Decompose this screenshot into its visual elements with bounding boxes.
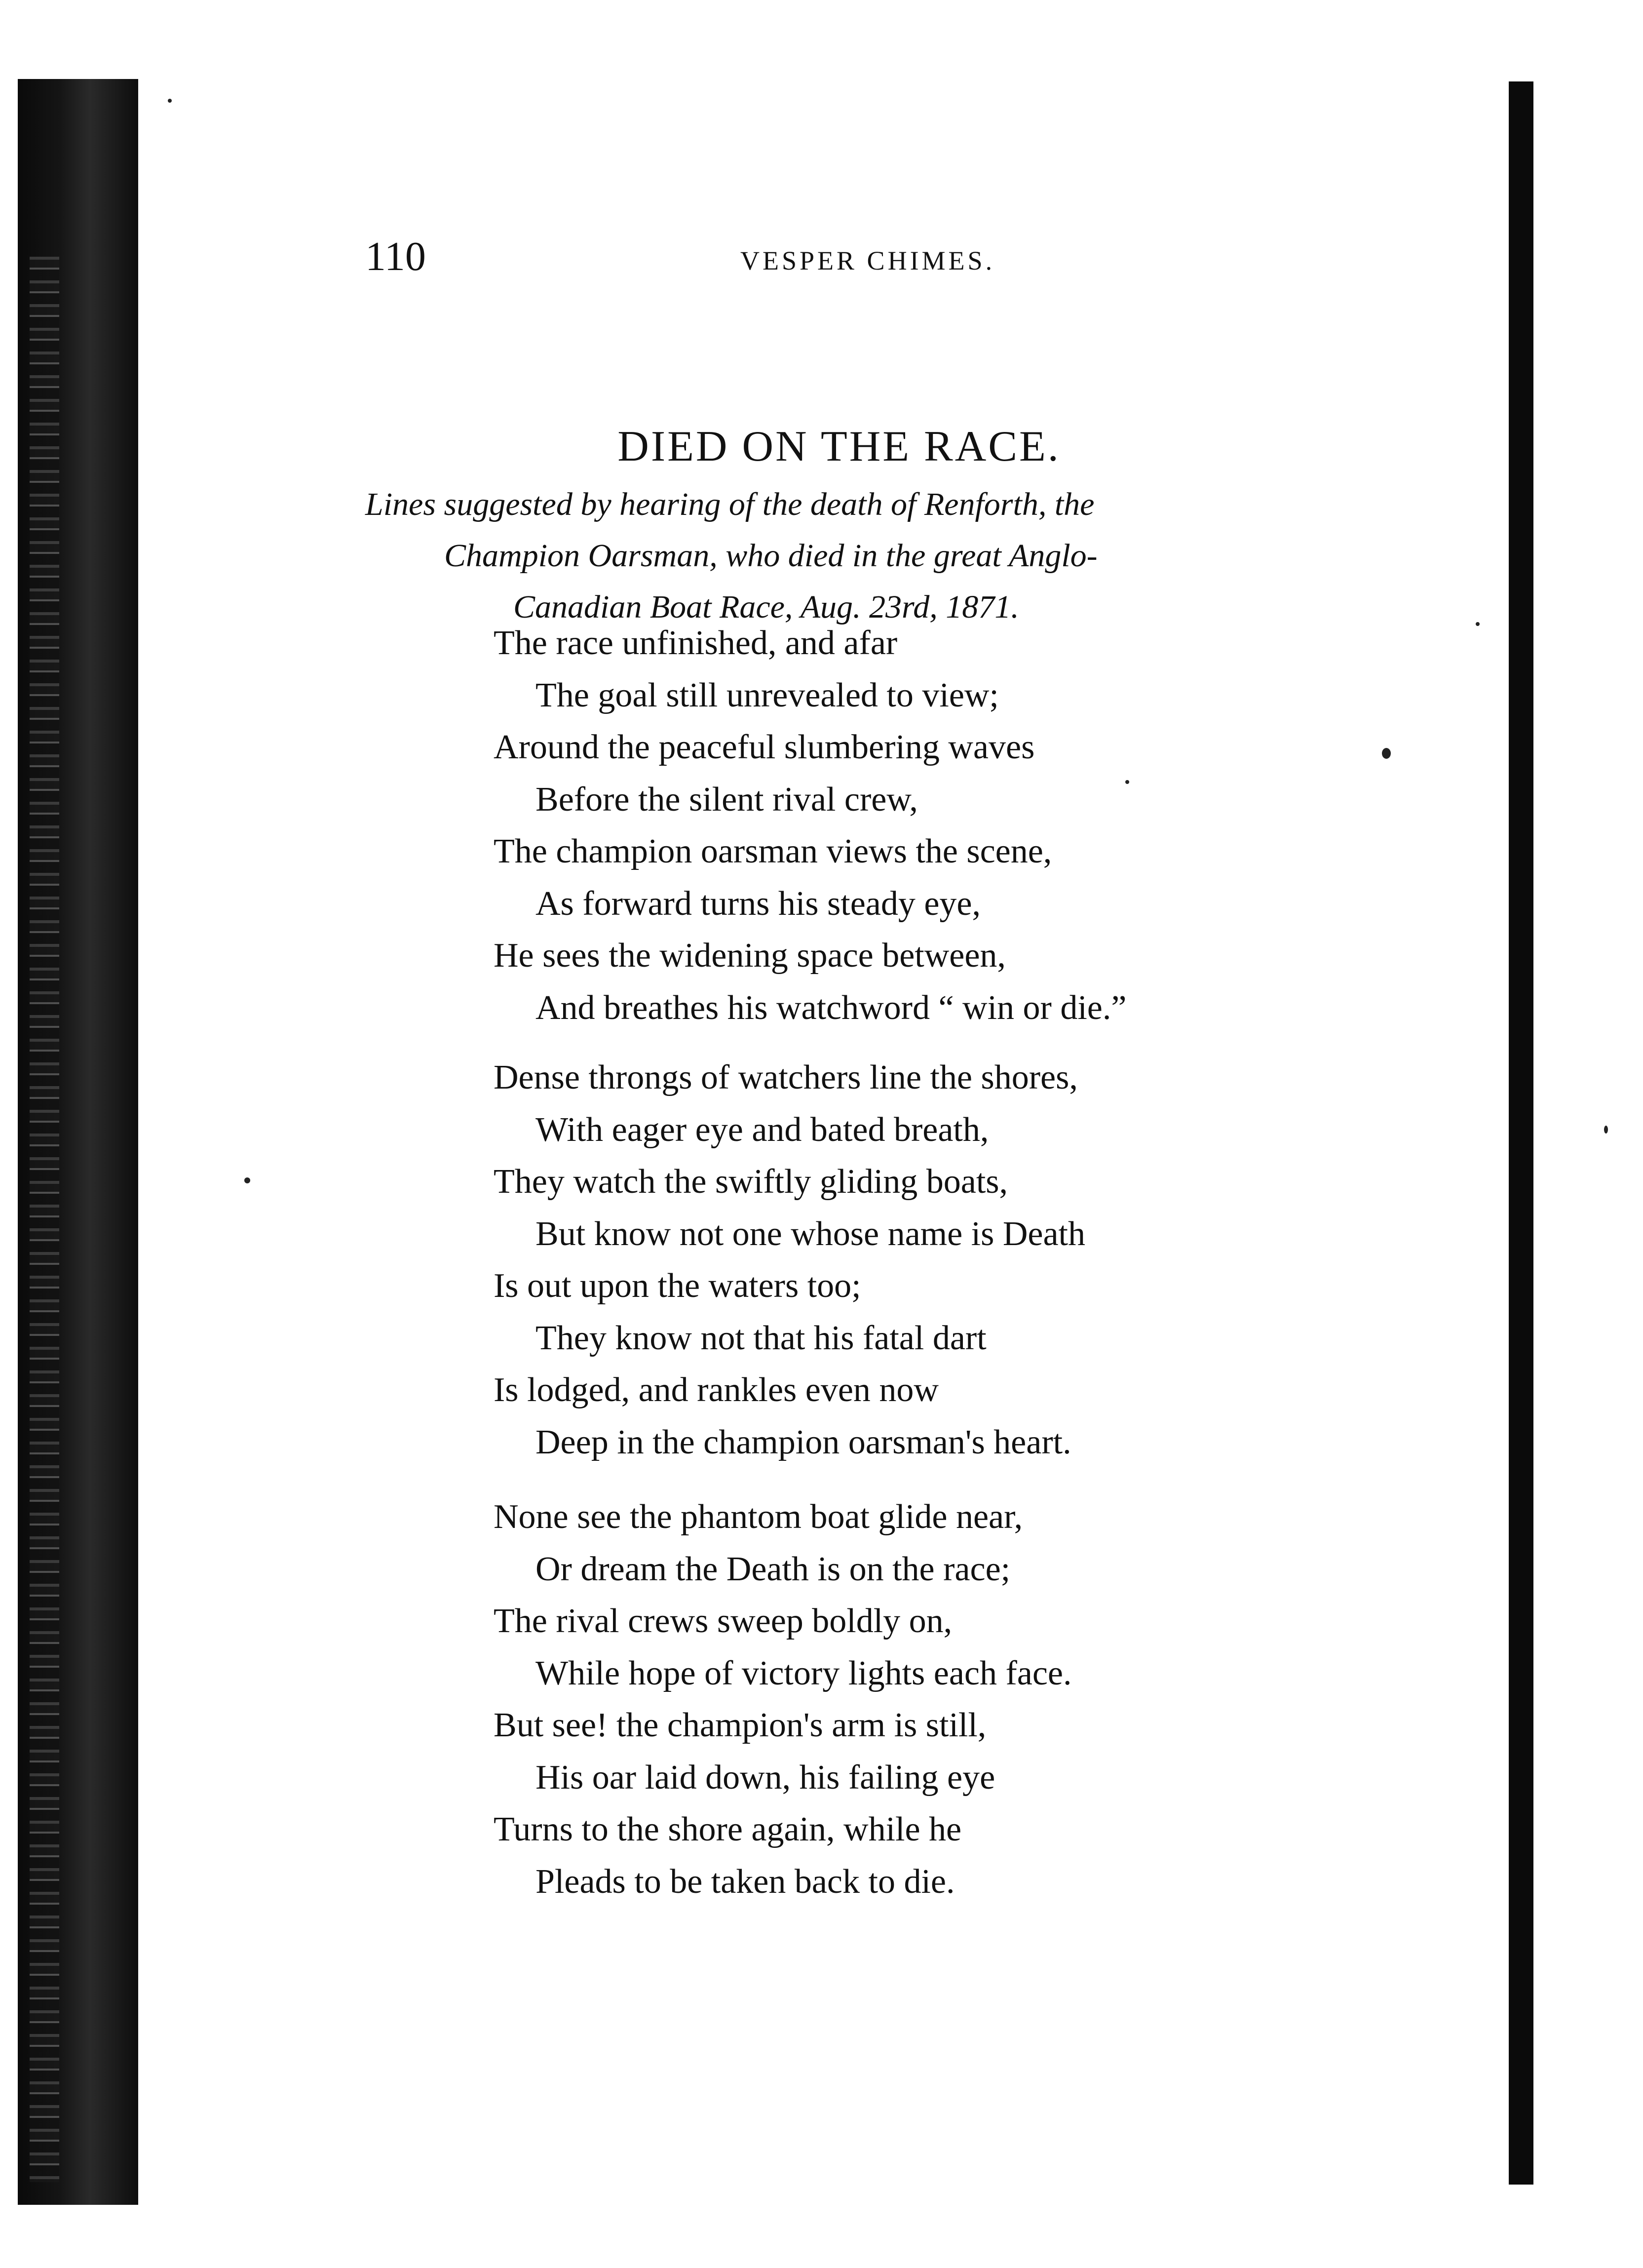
- poem-subtitle: [365, 479, 1382, 633]
- subtitle-line: Lines suggested by hearing of the death of Renforth, the: [365, 486, 1095, 522]
- verse-line: His oar laid down, his failing eye: [535, 1758, 995, 1797]
- scan-speck: [1476, 622, 1480, 626]
- verse-line: Pleads to be taken back to die.: [535, 1862, 955, 1901]
- verse-line: Before the silent rival crew,: [535, 780, 918, 819]
- verse-line: They watch the swiftly gliding boats,: [494, 1163, 1008, 1201]
- verse-line: With eager eye and bated breath,: [535, 1110, 989, 1149]
- scan-speck: [1125, 780, 1129, 784]
- page-number: 110: [365, 234, 426, 279]
- poem-title: DIED ON THE RACE.: [617, 423, 1061, 470]
- scan-speck: [168, 99, 172, 103]
- subtitle-line: Canadian Boat Race, Aug. 23rd, 1871.: [513, 589, 1019, 625]
- verse-line: The champion oarsman views the scene,: [494, 832, 1052, 870]
- verse-line: They know not that his fatal dart: [535, 1319, 987, 1357]
- stanza-2: [494, 1052, 1431, 1468]
- verse-line: None see the phantom boat glide near,: [494, 1498, 1023, 1536]
- verse-line: Turns to the shore again, while he: [494, 1810, 962, 1848]
- stanza-3: [494, 1491, 1431, 1908]
- verse-line: As forward turns his steady eye,: [535, 884, 981, 923]
- scan-speck: [1604, 1126, 1608, 1134]
- verse-line: While hope of victory lights each face.: [535, 1654, 1072, 1692]
- verse-line: Dense throngs of watchers line the shores,: [494, 1058, 1078, 1096]
- verse-line: But see! the champion's arm is still,: [494, 1706, 987, 1744]
- scan-speck: [244, 1177, 250, 1183]
- verse-line: And breathes his watchword “ win or die.”: [535, 988, 1127, 1027]
- verse-line: Or dream the Death is on the race;: [535, 1550, 1011, 1588]
- running-title: VESPER CHIMES.: [740, 246, 995, 275]
- stanza-1: [494, 617, 1431, 1034]
- running-head: [365, 232, 1303, 286]
- verse-line: The rival crews sweep boldly on,: [494, 1602, 953, 1640]
- verse-line: Deep in the champion oarsman's heart.: [535, 1423, 1071, 1461]
- subtitle-line: Champion Oarsman, who died in the great Anglo-: [444, 538, 1098, 574]
- verse-line: He sees the widening space between,: [494, 937, 1006, 975]
- scan-speck: [1382, 748, 1391, 759]
- verse-line: Around the peaceful slumbering waves: [494, 728, 1035, 766]
- verse-line: But know not one whose name is Death: [535, 1214, 1085, 1253]
- verse-line: The race unfinished, and afar: [494, 624, 898, 662]
- verse-line: Is out upon the waters too;: [494, 1267, 861, 1305]
- verse-line: The goal still unrevealed to view;: [535, 676, 999, 714]
- verse-line: Is lodged, and rankles even now: [494, 1371, 939, 1409]
